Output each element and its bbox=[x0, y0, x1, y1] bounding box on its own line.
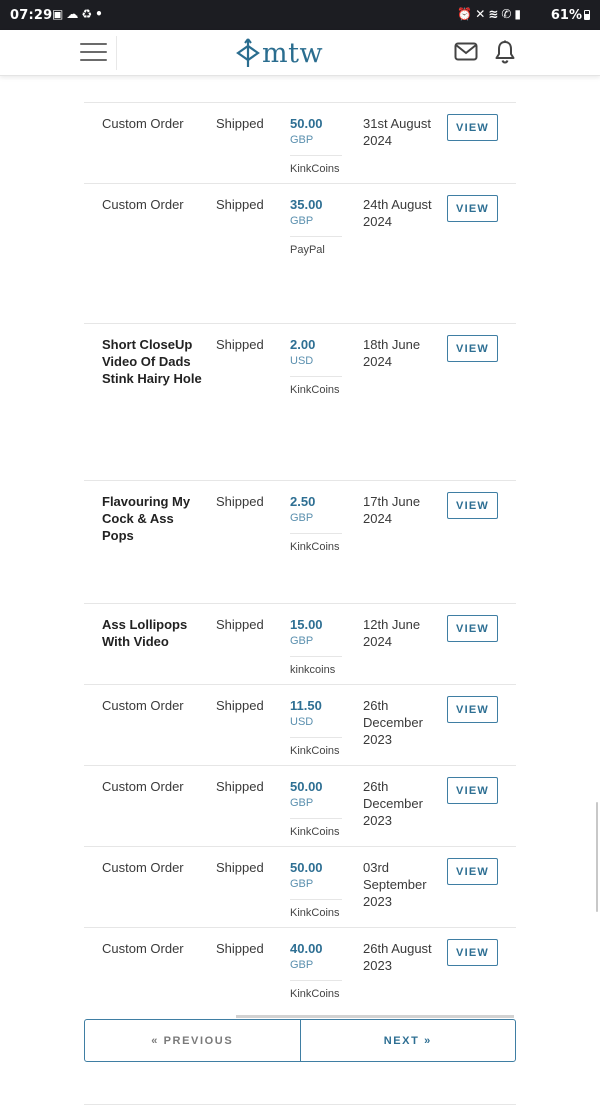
order-date: 26th December 2023 bbox=[363, 779, 423, 828]
order-date: 31st August 2024 bbox=[363, 116, 431, 148]
order-price bbox=[290, 859, 342, 921]
order-row bbox=[84, 102, 516, 183]
order-payment-method: KinkCoins bbox=[290, 541, 340, 553]
order-title: Flavouring My Cock & Ass Pops bbox=[102, 494, 191, 543]
view-order-button[interactable]: VIEW bbox=[447, 696, 498, 723]
order-title: Custom Order bbox=[102, 197, 184, 212]
order-price bbox=[290, 336, 342, 398]
order-price bbox=[290, 697, 342, 759]
alarm-icon: ⏰ bbox=[457, 7, 476, 21]
order-payment-method: KinkCoins bbox=[290, 826, 340, 838]
order-amount: 50.00 bbox=[290, 860, 323, 875]
order-date: 12th June 2024 bbox=[363, 617, 421, 649]
dot-icon: • bbox=[95, 7, 106, 21]
order-row bbox=[84, 183, 516, 323]
order-payment-method: KinkCoins bbox=[290, 384, 340, 396]
view-order-button[interactable]: VIEW bbox=[447, 335, 498, 362]
order-date: 26th August 2023 bbox=[363, 941, 432, 973]
order-row bbox=[84, 480, 516, 603]
mail-icon[interactable] bbox=[454, 42, 478, 61]
previous-page-button[interactable]: « PREVIOUS bbox=[85, 1020, 301, 1061]
logo-text: mtw bbox=[262, 37, 324, 69]
order-row bbox=[84, 765, 516, 846]
order-currency: GBP bbox=[290, 510, 342, 534]
view-order-button[interactable]: VIEW bbox=[447, 615, 498, 642]
order-amount: 11.50 bbox=[290, 698, 322, 713]
order-payment-method: PayPal bbox=[290, 244, 325, 256]
header-divider bbox=[116, 36, 117, 70]
signal-icon: ▮ bbox=[514, 7, 524, 21]
bottom-divider bbox=[84, 1104, 516, 1105]
order-payment-method: kinkcoins bbox=[290, 664, 336, 676]
next-page-button[interactable]: NEXT » bbox=[383, 1034, 432, 1047]
order-status: Shipped bbox=[216, 779, 264, 794]
order-status: Shipped bbox=[216, 197, 264, 212]
order-price bbox=[290, 778, 342, 840]
order-currency: GBP bbox=[290, 132, 342, 156]
order-title: Ass Lollipops With Video bbox=[102, 617, 188, 649]
orders-table bbox=[84, 102, 516, 1008]
order-title: Custom Order bbox=[102, 698, 184, 713]
battery-indicator bbox=[551, 8, 590, 23]
wifi-icon: ≋ bbox=[488, 7, 502, 21]
app-header bbox=[0, 30, 600, 76]
order-amount: 2.50 bbox=[290, 494, 316, 509]
order-date: 24th August 2024 bbox=[363, 197, 432, 229]
view-order-button[interactable]: VIEW bbox=[447, 114, 498, 141]
page-scrollbar[interactable] bbox=[596, 802, 598, 912]
bell-icon[interactable] bbox=[494, 40, 516, 64]
view-order-button[interactable]: VIEW bbox=[447, 858, 498, 885]
order-status: Shipped bbox=[216, 116, 264, 131]
order-row bbox=[84, 603, 516, 684]
order-date: 03rd September 2023 bbox=[363, 860, 427, 909]
order-amount: 35.00 bbox=[290, 197, 323, 212]
recycle-icon: ♻ bbox=[81, 7, 96, 21]
order-price bbox=[290, 940, 342, 1002]
order-title: Short CloseUp Video Of Dads Stink Hairy Hole bbox=[102, 337, 202, 386]
order-price bbox=[290, 115, 342, 177]
order-payment-method: KinkCoins bbox=[290, 745, 340, 757]
pagination bbox=[84, 1019, 516, 1062]
order-currency: USD bbox=[290, 714, 342, 738]
order-payment-method: KinkCoins bbox=[290, 907, 340, 919]
battery-percent: 61% bbox=[550, 8, 582, 23]
gallery-icon: ▣ bbox=[52, 7, 67, 21]
call-icon: ✆ bbox=[501, 7, 515, 21]
order-row bbox=[84, 323, 516, 480]
order-currency: GBP bbox=[290, 876, 342, 900]
order-status: Shipped bbox=[216, 860, 264, 875]
status-system-icons bbox=[457, 7, 524, 21]
order-title: Custom Order bbox=[102, 860, 184, 875]
order-row bbox=[84, 846, 516, 927]
view-order-button[interactable]: VIEW bbox=[447, 492, 498, 519]
cloud-icon: ☁ bbox=[66, 7, 82, 21]
logo-mark-icon bbox=[236, 38, 260, 68]
order-date: 26th December 2023 bbox=[363, 698, 423, 747]
order-price bbox=[290, 493, 342, 555]
status-time: 07:29 bbox=[10, 8, 53, 23]
mute-icon: ✕ bbox=[475, 7, 489, 21]
order-amount: 2.00 bbox=[290, 337, 316, 352]
order-payment-method: KinkCoins bbox=[290, 988, 340, 1000]
system-status-bar bbox=[0, 0, 600, 30]
order-currency: GBP bbox=[290, 633, 342, 657]
site-logo[interactable] bbox=[236, 36, 323, 70]
order-status: Shipped bbox=[216, 698, 264, 713]
order-status: Shipped bbox=[216, 941, 264, 956]
order-row bbox=[84, 684, 516, 765]
order-currency: GBP bbox=[290, 795, 342, 819]
status-notification-icons bbox=[52, 7, 106, 21]
order-title: Custom Order bbox=[102, 941, 184, 956]
order-currency: GBP bbox=[290, 213, 342, 237]
order-price bbox=[290, 196, 342, 258]
order-status: Shipped bbox=[216, 337, 264, 352]
view-order-button[interactable]: VIEW bbox=[447, 777, 498, 804]
order-date: 17th June 2024 bbox=[363, 494, 421, 526]
order-status: Shipped bbox=[216, 494, 264, 509]
order-title: Custom Order bbox=[102, 779, 184, 794]
order-currency: GBP bbox=[290, 957, 342, 981]
order-currency: USD bbox=[290, 353, 342, 377]
horizontal-scroll-indicator bbox=[236, 1015, 514, 1018]
battery-icon bbox=[584, 10, 590, 20]
order-amount: 40.00 bbox=[290, 941, 323, 956]
order-amount: 15.00 bbox=[290, 617, 323, 632]
view-order-button[interactable]: VIEW bbox=[447, 195, 498, 222]
view-order-button[interactable]: VIEW bbox=[447, 939, 498, 966]
order-date: 18th June 2024 bbox=[363, 337, 421, 369]
order-price bbox=[290, 616, 342, 678]
order-title: Custom Order bbox=[102, 116, 184, 131]
order-amount: 50.00 bbox=[290, 116, 323, 131]
order-amount: 50.00 bbox=[290, 779, 323, 794]
order-payment-method: KinkCoins bbox=[290, 163, 340, 175]
order-row bbox=[84, 927, 516, 1008]
order-status: Shipped bbox=[216, 617, 264, 632]
menu-icon[interactable] bbox=[80, 41, 107, 63]
